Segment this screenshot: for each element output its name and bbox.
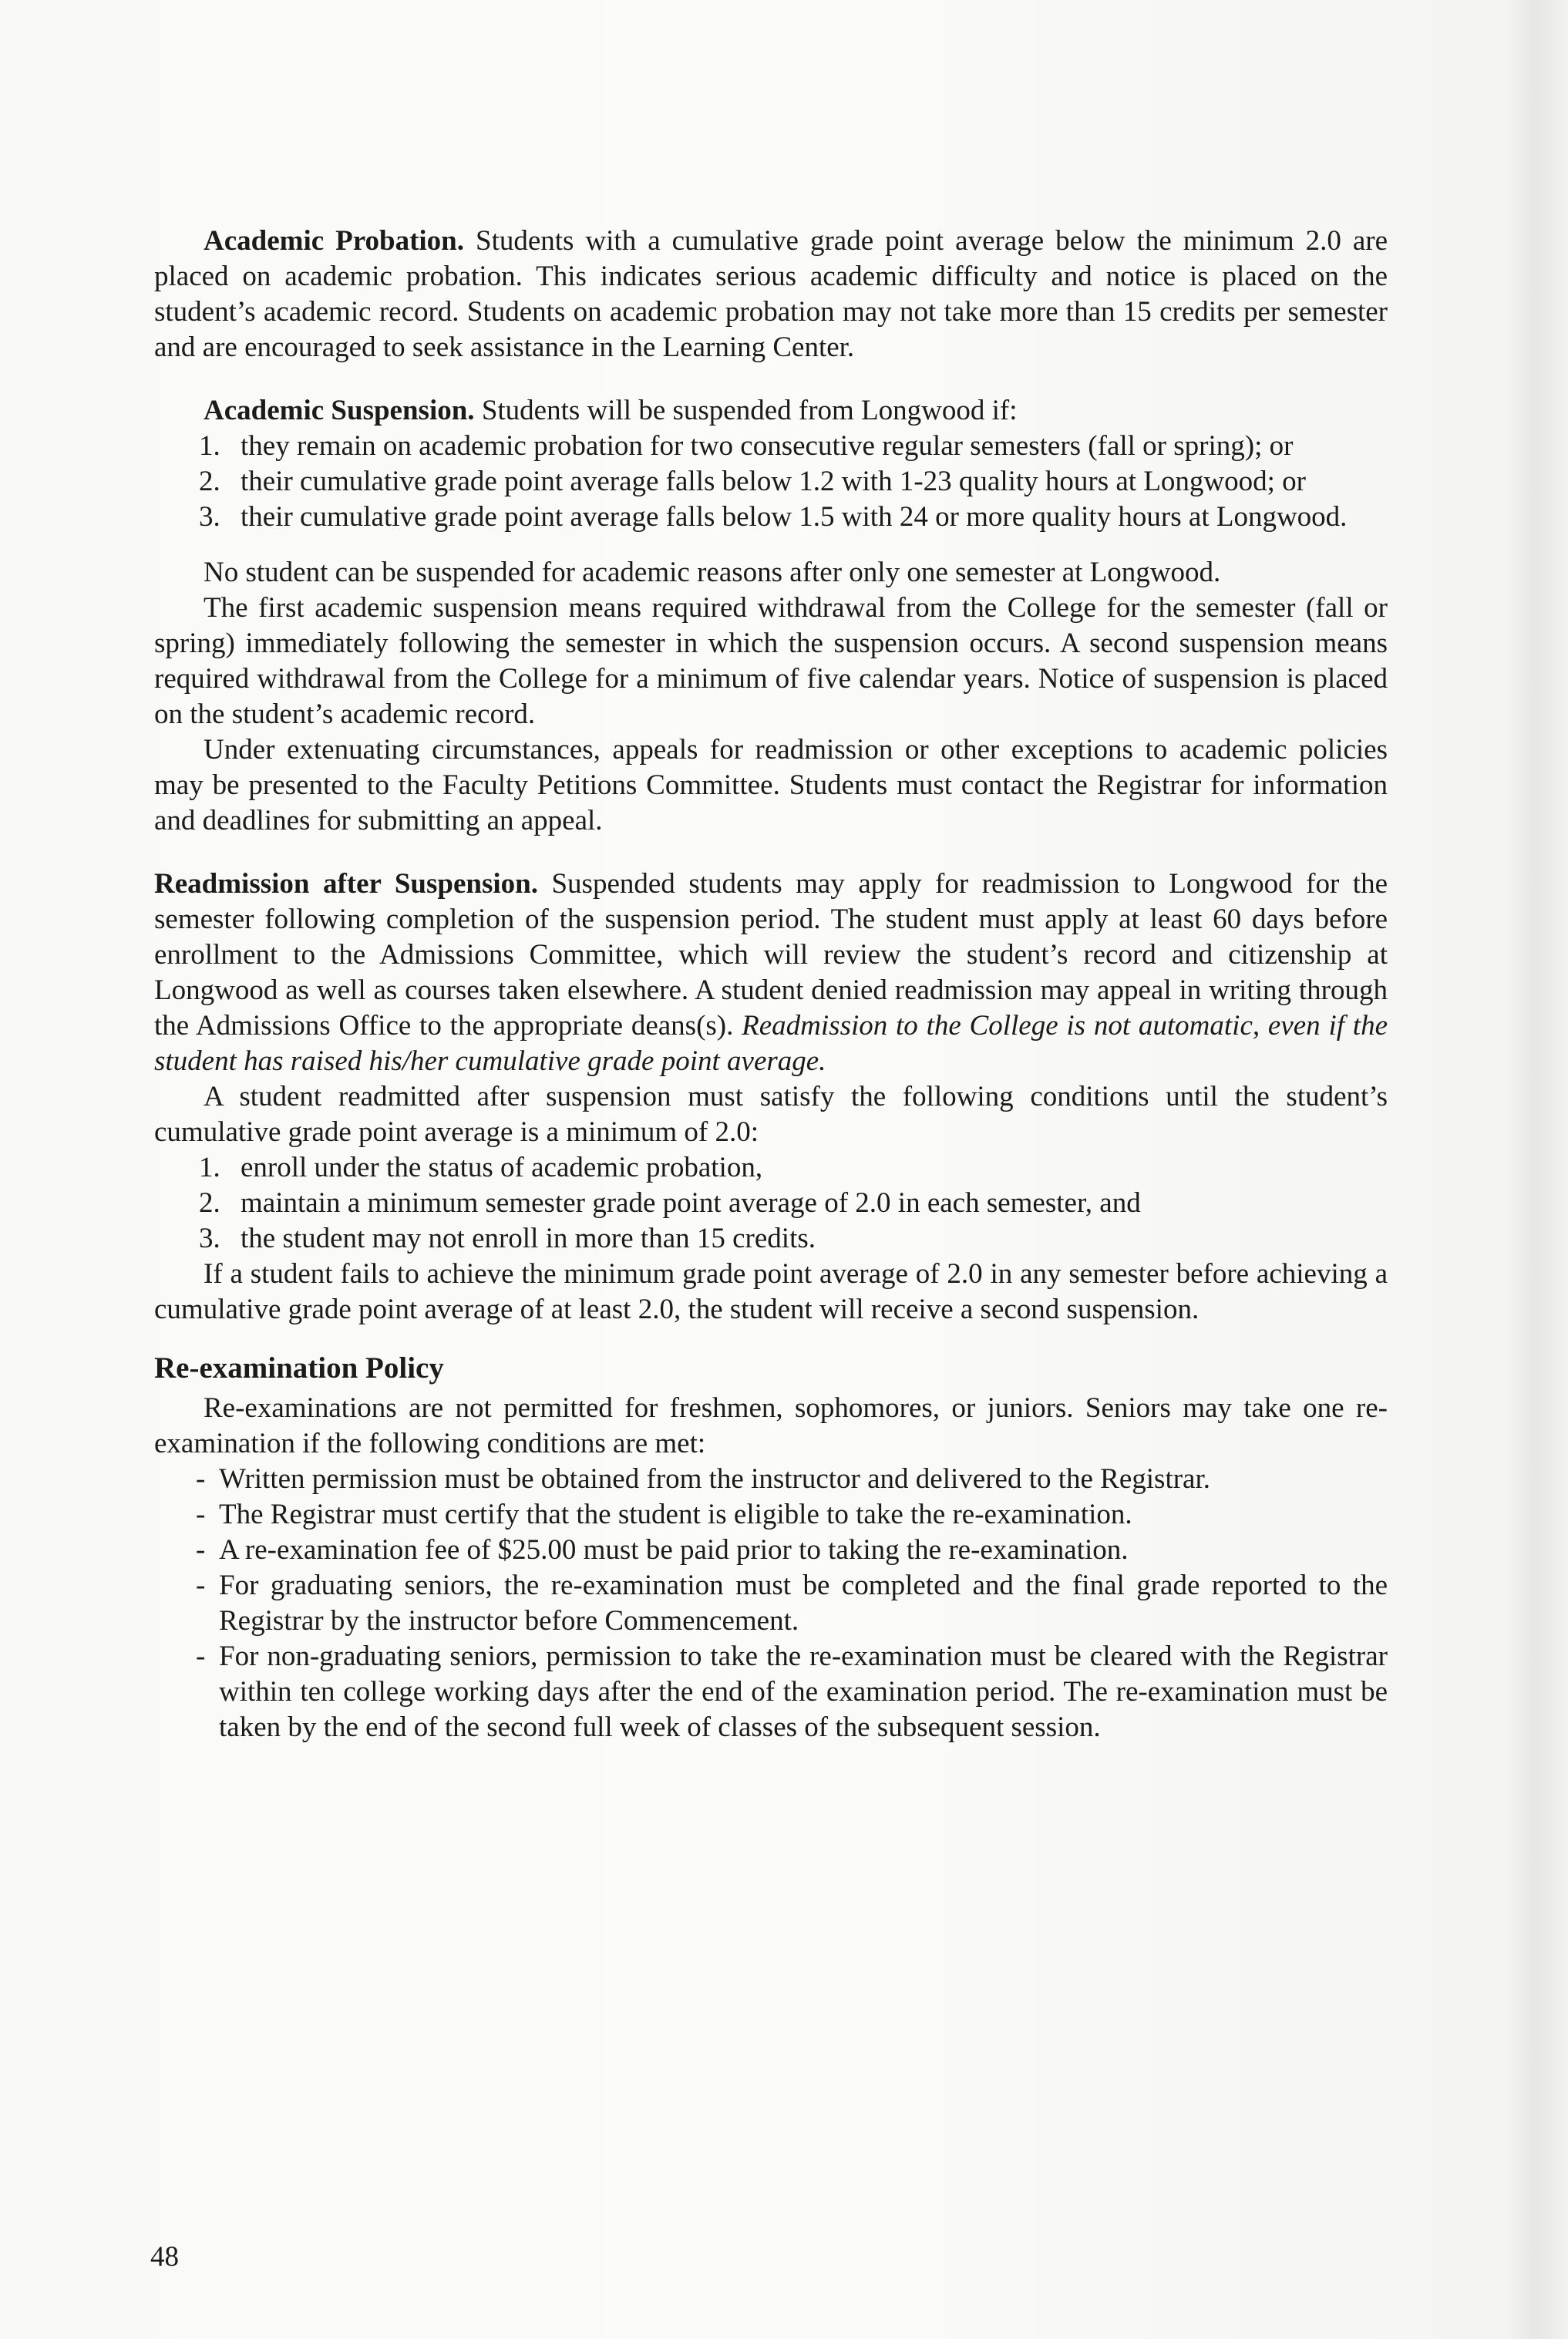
list-item-bullet: -	[196, 1570, 206, 1601]
reexam-conditions-list	[154, 1462, 1388, 1745]
suspension-conditions-list	[154, 429, 1388, 535]
list-item-text: A re-examination fee of $25.00 must be paid prior to taking the re-examination.	[219, 1534, 1129, 1566]
page-number: 48	[150, 2241, 179, 2273]
readmission-label: Readmission after Suspension.	[154, 868, 538, 900]
list-item-text: the student may not enroll in more than 15 credits.	[241, 1223, 816, 1254]
suspension-paragraph-1: No student can be suspended for academic reasons after only one semester at Longwood.	[204, 557, 1221, 588]
list-item	[154, 1568, 1388, 1639]
list-item	[154, 1462, 1388, 1497]
list-item-number: 2.	[199, 466, 220, 497]
probation-text: Students with a cumulative grade point average below the minimum 2.0 are placed on academic probation. This indicates serious academic difficulty and notice is placed on the student’s academic record. Students on academic probation may not take more than 15 credits per semester and are encouraged to seek assistance in the Learning Center.	[154, 225, 1388, 363]
page-content	[154, 224, 1388, 1745]
suspension-paragraph-2: The first academic suspension means required withdrawal from the College for the semester (fall or spring) immediately following the semester in which the suspension occurs. A second suspension means required withdrawal from the College for a minimum of five calendar years. Notice of suspension is placed on the student’s academic record.	[154, 592, 1388, 730]
suspension-text: Students will be suspended from Longwood if:	[474, 395, 1018, 426]
list-item-bullet: -	[196, 1641, 206, 1672]
list-item-text: For graduating seniors, the re-examination must be completed and the final grade reported to the Registrar by the instructor before Commencement.	[219, 1570, 1388, 1637]
list-item-text: they remain on academic probation for two consecutive regular semesters (fall or spring); or	[241, 430, 1294, 462]
reexam-intro: Re-examinations are not permitted for freshmen, sophomores, or juniors. Seniors may take one re-examination if the following conditions are met:	[154, 1392, 1388, 1459]
list-item-text: maintain a minimum semester grade point average of 2.0 in each semester, and	[241, 1187, 1141, 1219]
list-item-bullet: -	[196, 1463, 206, 1495]
suspension-paragraph-3: Under extenuating circumstances, appeals for readmission or other exceptions to academic policies may be presented to the Faculty Petitions Committee. Students must contact the Registrar for information and deadlines for submitting an appeal.	[154, 734, 1388, 836]
list-item-number: 3.	[199, 1223, 220, 1254]
list-item	[154, 1533, 1388, 1568]
list-item-number: 1.	[199, 430, 220, 462]
probation-paragraph	[154, 224, 1388, 365]
list-item-number: 3.	[199, 501, 220, 533]
reexam-heading: Re-examination Policy	[154, 1351, 444, 1385]
list-item-bullet: -	[196, 1534, 206, 1566]
list-item-text: Written permission must be obtained from the instructor and delivered to the Registrar.	[219, 1463, 1211, 1495]
readmission-paragraph-3: If a student fails to achieve the minimum grade point average of 2.0 in any semester before achieving a cumulative grade point average of at least 2.0, the student will receive a second suspension.	[154, 1258, 1388, 1325]
readmission-text: Suspended students may apply for readmission to Longwood for the semester following completion of the suspension period. The student must apply at least 60 days before enrollment to the Admissions Committee, which will review the student’s record and citizenship at Longwood as well as courses taken elsewhere. A student denied readmission may appeal in writing through the Admissions Office to the appropriate deans(s).	[154, 868, 1388, 1042]
list-item-bullet: -	[196, 1499, 206, 1530]
readmission-paragraph	[154, 867, 1388, 1079]
list-item-text: their cumulative grade point average falls below 1.2 with 1-23 quality hours at Longwood; or	[241, 466, 1307, 497]
list-item	[154, 429, 1388, 464]
list-item-text: their cumulative grade point average falls below 1.5 with 24 or more quality hours at Longwood.	[241, 501, 1348, 533]
list-item-number: 2.	[199, 1187, 220, 1219]
list-item-number: 1.	[199, 1152, 220, 1183]
list-item	[154, 464, 1388, 500]
list-item-text: The Registrar must certify that the student is eligible to take the re-examination.	[219, 1499, 1132, 1530]
list-item-text: For non-graduating seniors, permission to take the re-examination must be cleared with the Registrar within ten college working days after the end of the examination period. The re-examination must be taken by the end of the second full week of classes of the subsequent session.	[219, 1641, 1388, 1743]
suspension-paragraph	[154, 393, 1388, 429]
list-item-text: enroll under the status of academic probation,	[241, 1152, 763, 1183]
list-item	[154, 500, 1388, 535]
readmission-paragraph-2: A student readmitted after suspension must satisfy the following conditions until the student’s cumulative grade point average is a minimum of 2.0:	[154, 1081, 1388, 1148]
list-item	[154, 1186, 1388, 1221]
readmission-italic-note: Readmission to the College is not automatic, even if the student has raised his/her cumulative grade point average.	[154, 1010, 1388, 1077]
probation-label: Academic Probation.	[204, 225, 465, 257]
suspension-label: Academic Suspension.	[204, 395, 475, 426]
readmission-conditions-list	[154, 1150, 1388, 1257]
list-item	[154, 1221, 1388, 1257]
list-item	[154, 1639, 1388, 1745]
list-item	[154, 1497, 1388, 1533]
list-item	[154, 1150, 1388, 1186]
